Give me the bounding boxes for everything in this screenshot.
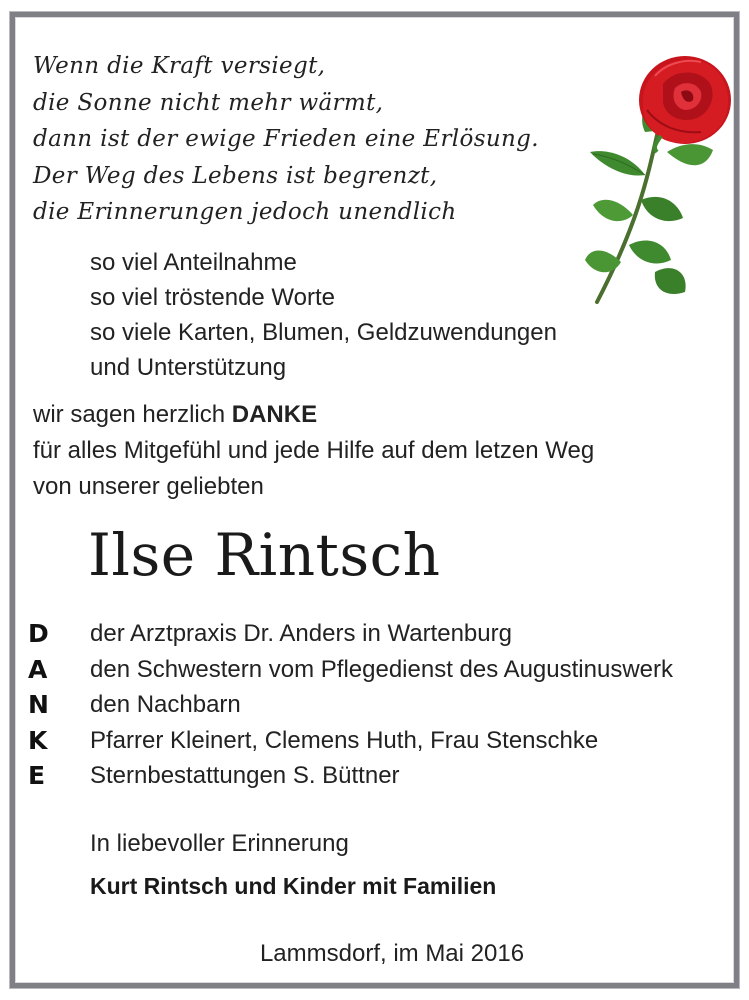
list-item: den Schwestern vom Pflegedienst des Augustinuswerk [90, 655, 673, 683]
list-item: so viele Karten, Blumen, Geldzuwendungen [90, 319, 557, 346]
list-item: so viel Anteilnahme [90, 249, 297, 276]
acrostic-letter: D [28, 619, 49, 648]
list-item: und Unterstützung [90, 354, 287, 381]
thanks-line [33, 397, 594, 433]
thanks-intro [33, 397, 594, 505]
closing-line: In liebevoller Erinnerung [90, 830, 349, 857]
recipients-list [90, 616, 673, 794]
acrostic-letter: N [28, 690, 49, 719]
acrostic-letter: A [28, 654, 48, 684]
list-item: Sternbestattungen S. Büttner [90, 762, 400, 789]
poem-line: dann ist der ewige Frieden eine Erlösung. [33, 126, 539, 152]
poem-line: Wenn die Kraft versiegt, [33, 53, 326, 79]
list-item: Pfarrer Kleinert, Clemens Huth, Frau Stenschke [90, 726, 599, 754]
acrostic-letter: E [28, 761, 46, 790]
thanks-for-list [90, 245, 557, 385]
danke-word: DANKE [231, 401, 318, 428]
place-date: Lammsdorf, im Mai 2016 [259, 940, 525, 967]
list-item: so viel tröstende Worte [90, 284, 336, 311]
thanks-line: von unserer geliebten [33, 473, 264, 500]
poem [33, 48, 539, 231]
danke-acrostic [28, 616, 49, 794]
family-signature: Kurt Rintsch und Kinder mit Familien [90, 873, 497, 899]
red-rose-icon [585, 40, 735, 305]
deceased-name: Ilse Rintsch [88, 521, 441, 589]
list-item: der Arztpraxis Dr. Anders in Wartenburg [90, 620, 512, 647]
list-item: den Nachbarn [90, 691, 241, 718]
poem-line: Der Weg des Lebens ist begrenzt, [33, 162, 438, 189]
poem-line: die Erinnerungen jedoch unendlich [33, 199, 457, 225]
thanks-text: wir sagen herzlich [33, 401, 232, 428]
poem-line: die Sonne nicht mehr wärmt, [33, 89, 384, 116]
thanks-line: für alles Mitgefühl und jede Hilfe auf dem letzen Weg [33, 437, 595, 464]
acrostic-letter: K [28, 725, 48, 755]
